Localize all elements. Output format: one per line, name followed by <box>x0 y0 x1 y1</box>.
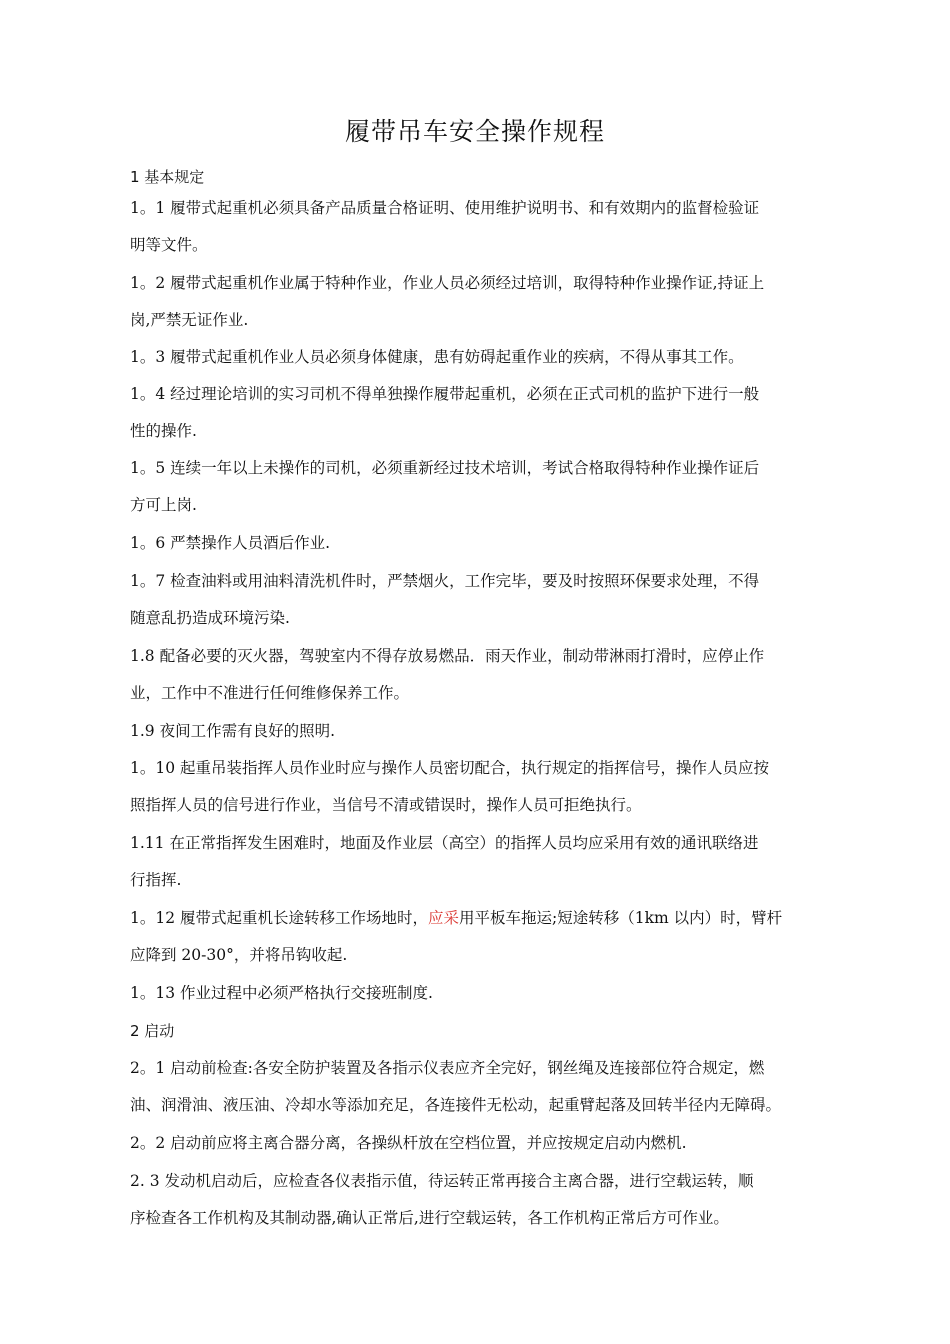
paragraph-1-2 <box>130 265 845 338</box>
paragraph-line: 业，工作中不准进行任何维修保养工作。 <box>130 683 410 702</box>
paragraph-1-10 <box>130 750 845 823</box>
paragraph-line: 应降到 20-30°，并将吊钩收起. <box>130 945 348 964</box>
paragraph-text: 1。12 履带式起重机长途转移工作场地时， <box>130 909 429 927</box>
paragraph-line: 性的操作. <box>130 421 197 440</box>
paragraph-line: 1.9 夜间工作需有良好的照明. <box>130 722 336 740</box>
paragraph-line: 1。10 起重吊装指挥人员作业时应与操作人员密切配合，执行规定的指挥信号，操作人员应按 <box>130 759 770 777</box>
paragraph-line: 1。6 严禁操作人员酒后作业. <box>130 534 331 552</box>
paragraph-line: 1.8 配备必要的灭火器，驾驶室内不得存放易燃品．雨天作业，制动带淋雨打滑时，应停止作 <box>130 647 765 665</box>
paragraph-line <box>130 900 845 937</box>
paragraph-line: 岗,严禁无证作业. <box>130 310 249 329</box>
paragraph-1-4 <box>130 376 845 449</box>
paragraph-1-3 <box>130 339 845 376</box>
paragraph-line: 2. 3 发动机启动后，应检查各仪表指示值，待运转正常再接合主离合器，进行空载运转，顺 <box>130 1172 754 1190</box>
paragraph-line: 照指挥人员的信号进行作业，当信号不清或错误时，操作人员可拒绝执行。 <box>130 795 642 814</box>
paragraph-line: 行指挥. <box>130 870 182 889</box>
paragraph-1-8 <box>130 638 845 711</box>
section-heading-startup: 2 启动 <box>130 1022 175 1040</box>
paragraph-line: 1。2 履带式起重机作业属于特种作业，作业人员必须经过培训，取得特种作业操作证,持证上 <box>130 274 765 292</box>
paragraph-line: 1。3 履带式起重机作业人员必须身体健康，患有妨碍起重作业的疾病，不得从事其工作。 <box>130 348 744 366</box>
paragraph-2-2 <box>130 1125 845 1162</box>
paragraph-line: 2。1 启动前检查:各安全防护装置及各指示仪表应齐全完好，钢丝绳及连接部位符合规定，燃 <box>130 1059 765 1077</box>
paragraph-line: 1.11 在正常指挥发生困难时，地面及作业层（高空）的指挥人员均应采用有效的通讯联络进 <box>130 834 759 852</box>
section-heading-basic-rules: 1 基本规定 <box>130 168 205 186</box>
paragraph-line: 1。4 经过理论培训的实习司机不得单独操作履带起重机，必须在正式司机的监护下进行一般 <box>130 385 760 403</box>
paragraph-text: 用平板车拖运;短途转移（1km 以内）时，臂杆 <box>459 909 783 927</box>
paragraph-2-3 <box>130 1163 845 1236</box>
paragraph-line: 1。13 作业过程中必须严格执行交接班制度. <box>130 984 433 1002</box>
paragraph-1-1 <box>130 190 845 263</box>
paragraph-line: 序检查各工作机构及其制动器,确认正常后,进行空载运转，各工作机构正常后方可作业。 <box>130 1208 729 1227</box>
paragraph-1-5 <box>130 450 845 523</box>
paragraph-2-1 <box>130 1050 845 1123</box>
paragraph-line: 随意乱扔造成环境污染. <box>130 608 290 627</box>
paragraph-line: 油、润滑油、液压油、冷却水等添加充足，各连接件无松动，起重臂起落及回转半径内无障碍。 <box>130 1095 782 1114</box>
paragraph-line: 1。7 检查油料或用油料清洗机件时，严禁烟火，工作完毕，要及时按照环保要求处理，不得 <box>130 572 760 590</box>
paragraph-1-6 <box>130 525 845 562</box>
paragraph-1-12 <box>130 900 845 973</box>
document-title: 履带吊车安全操作规程 <box>344 117 605 146</box>
paragraph-1-13 <box>130 975 845 1012</box>
paragraph-line: 1。1 履带式起重机必须具备产品质量合格证明、使用维护说明书、和有效期内的监督检验证 <box>130 199 760 217</box>
paragraph-1-11 <box>130 825 845 898</box>
paragraph-1-7 <box>130 563 845 636</box>
paragraph-line: 明等文件。 <box>130 235 208 254</box>
paragraph-line: 1。5 连续一年以上未操作的司机，必须重新经过技术培训，考试合格取得特种作业操作证后 <box>130 459 760 477</box>
paragraph-1-9 <box>130 713 845 750</box>
paragraph-line: 方可上岗. <box>130 495 197 514</box>
highlighted-text: 应采 <box>428 909 460 927</box>
paragraph-line: 2。2 启动前应将主离合器分离，各操纵杆放在空档位置，并应按规定启动内燃机. <box>130 1134 687 1152</box>
